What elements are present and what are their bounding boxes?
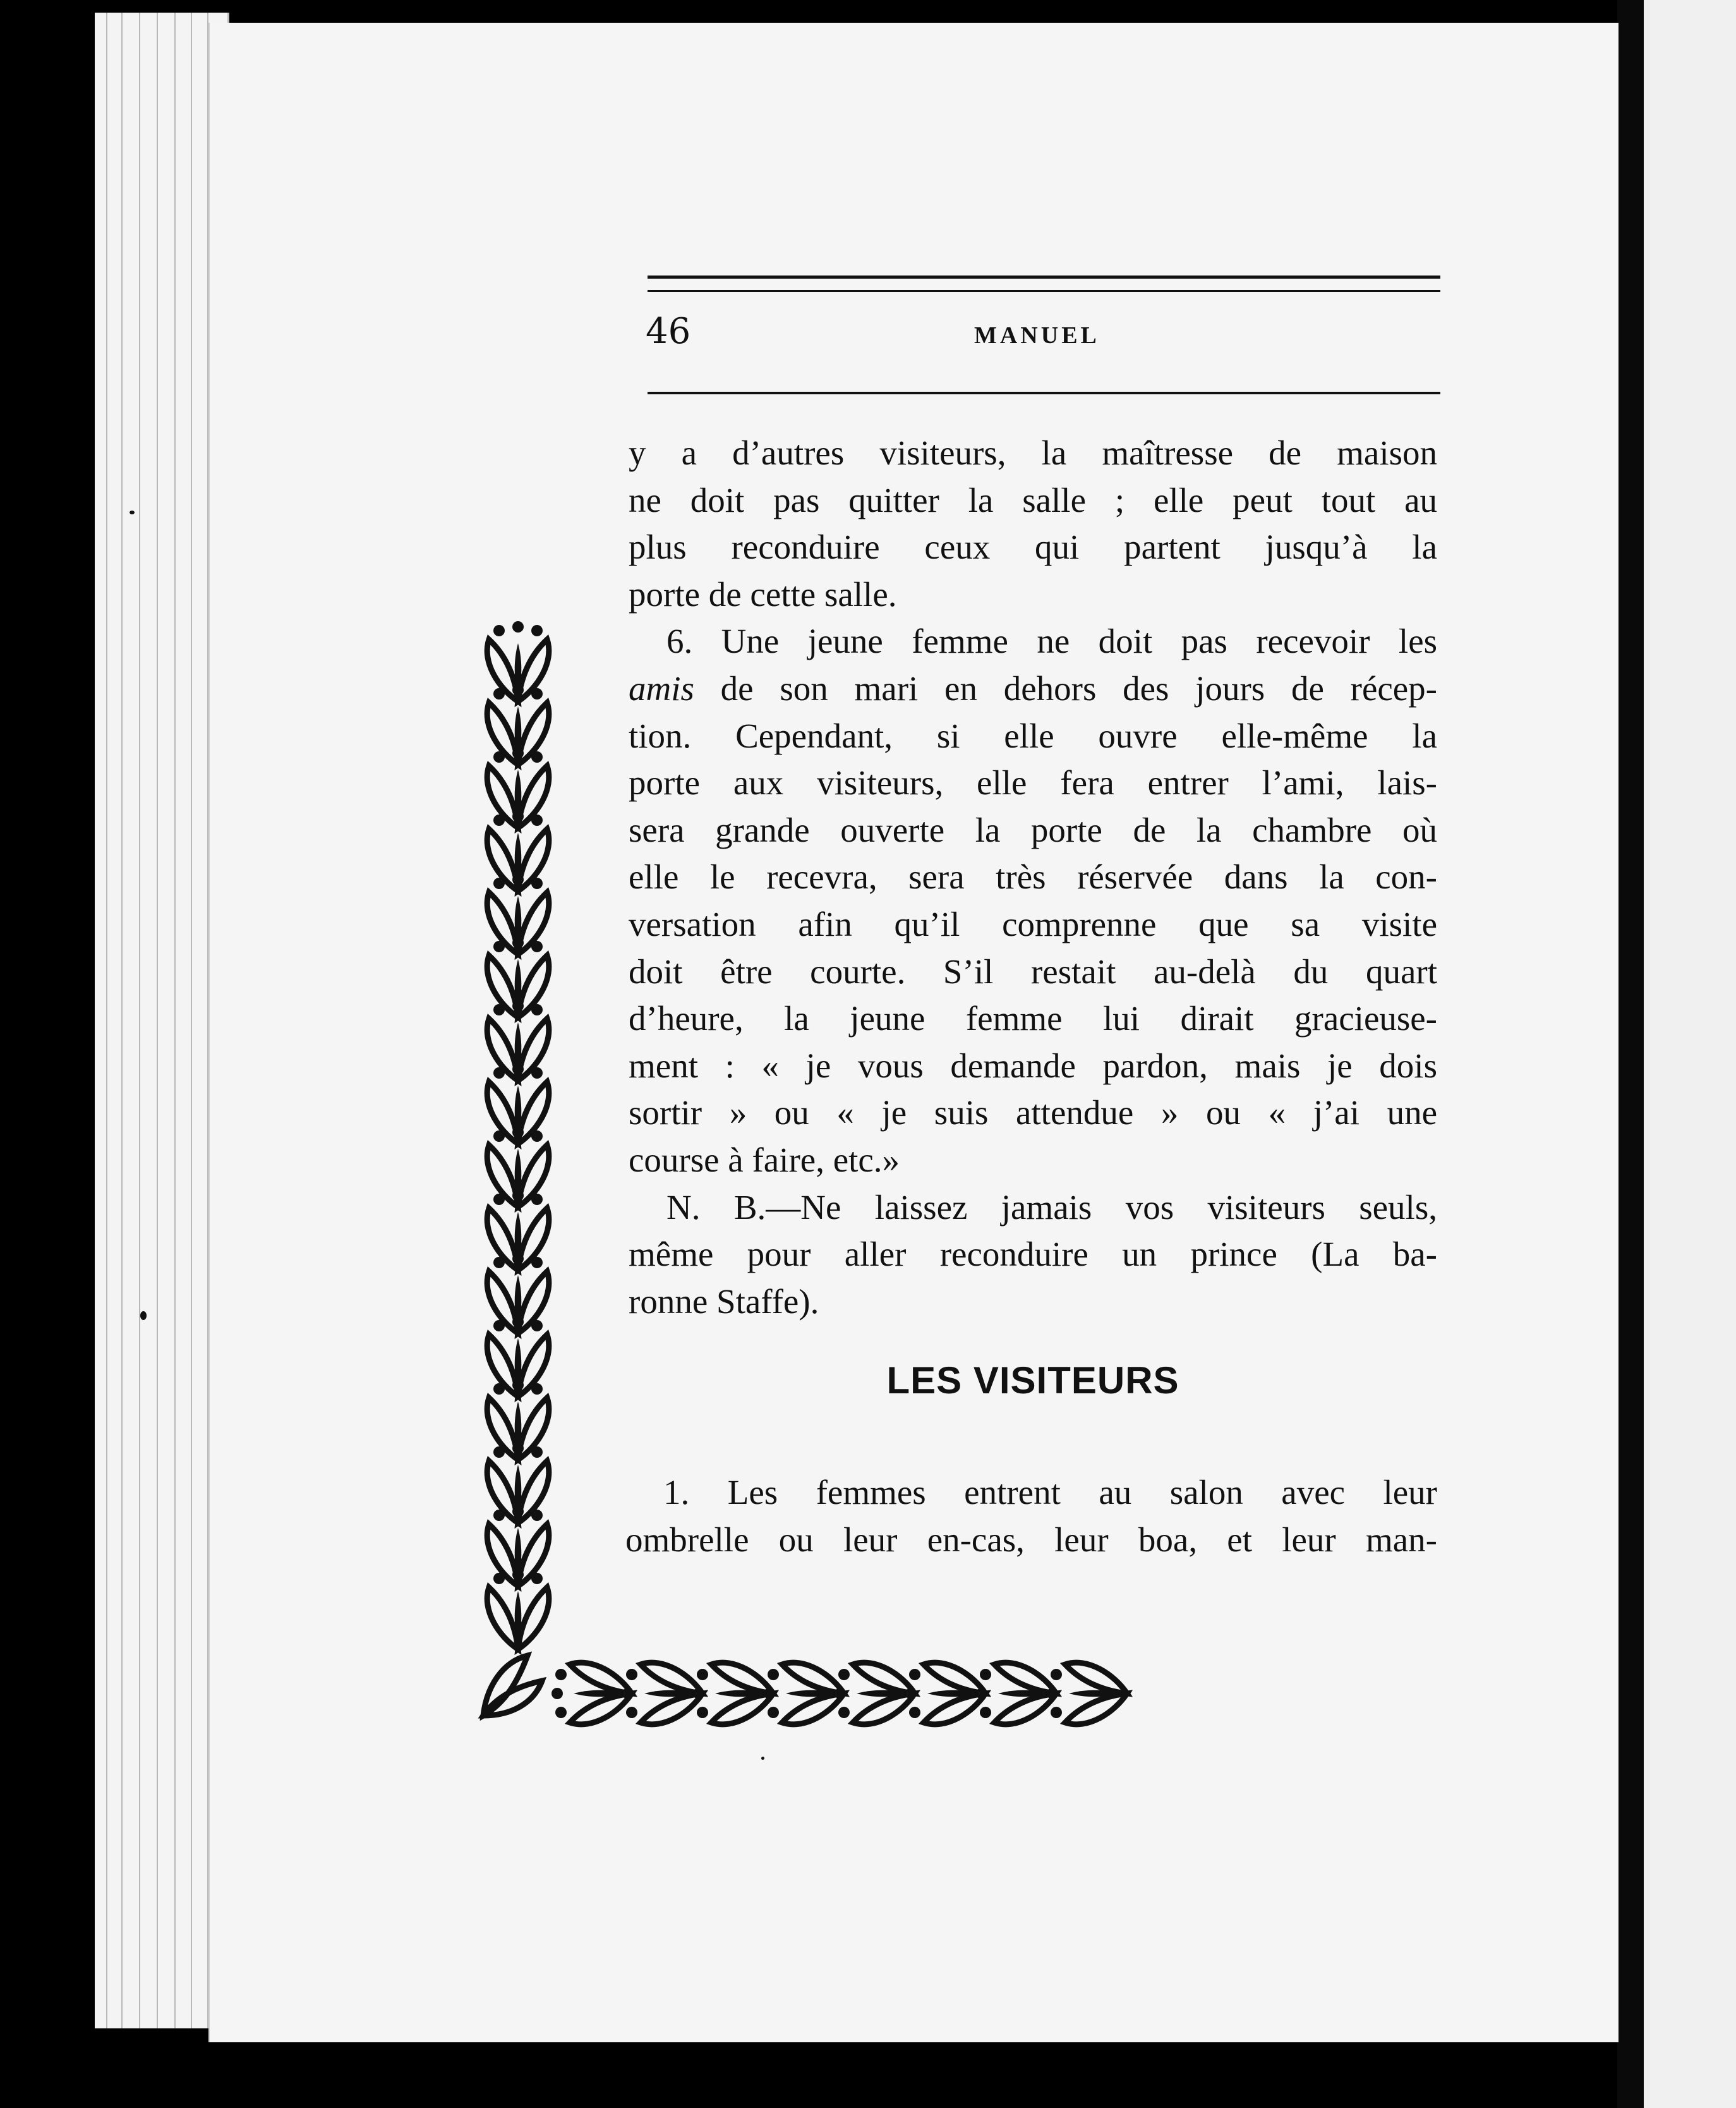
- text-line: sera grande ouverte la porte de la chambre où: [629, 810, 1437, 849]
- text-line: versation afin qu’il comprenne que sa visite: [629, 904, 1437, 943]
- page-number: 46: [646, 311, 691, 352]
- section-heading: LES VISITEURS: [886, 1359, 1179, 1402]
- text-line: ombrelle ou leur en-cas, leur boa, et leur man-: [625, 1520, 1437, 1559]
- facing-page-strip: [1644, 0, 1736, 2108]
- header-double-rule: [648, 276, 1440, 292]
- text-line: porte aux visiteurs, elle fera entrer l’ami, lais-: [629, 763, 1437, 803]
- text-line: ment : « je vous demande pardon, mais je dois: [629, 1046, 1437, 1085]
- italic-word: amis: [629, 669, 694, 708]
- text-line: course à faire, etc.»: [629, 1140, 900, 1179]
- speck: [140, 1311, 147, 1320]
- speck: [130, 511, 135, 514]
- header-single-rule: [648, 392, 1440, 394]
- text-line: ne doit pas quitter la salle ; elle peut tout au: [629, 480, 1437, 519]
- running-title: MANUEL: [974, 322, 1100, 349]
- laurel-border-ornament: [467, 619, 1137, 1757]
- speck: [761, 1757, 764, 1760]
- text-line: 1. Les femmes entrent au salon avec leur: [663, 1473, 1437, 1511]
- page-edge-line: [191, 13, 192, 2028]
- page-edge-line: [174, 13, 176, 2028]
- vertical-laurel-column: [487, 621, 549, 1649]
- corner-leaf: [483, 1656, 542, 1716]
- paragraph-continued: [629, 430, 1437, 618]
- item-number: 6.: [666, 622, 693, 661]
- text-line: y a d’autres visiteurs, la maîtresse de maison: [629, 433, 1437, 472]
- page-edge-line: [106, 13, 107, 2028]
- text-line: d’heure, la jeune femme lui dirait gracieuse-: [629, 999, 1437, 1038]
- horizontal-laurel-row: [552, 1663, 1127, 1724]
- page-edge-line: [139, 13, 140, 2028]
- text-fragment: Une jeune femme ne doit pas recevoir les: [721, 622, 1438, 661]
- text-line: doit être courte. S’il restait au-delà du quart: [629, 952, 1437, 991]
- laurel-leaf-pair: [552, 1663, 632, 1724]
- text-line: sortir » ou « je suis attendue » ou « j’ai une: [629, 1093, 1437, 1132]
- text-line: porte de cette salle.: [629, 574, 897, 614]
- page-edge-line: [121, 13, 123, 2028]
- text-line: même pour aller reconduire un prince (La ba-: [629, 1235, 1437, 1274]
- text-line: plus reconduire ceux qui partent jusqu’à la: [629, 528, 1437, 567]
- text-line: elle le recevra, sera très réservée dans la con-: [629, 857, 1437, 897]
- page-edge-line: [157, 13, 158, 2028]
- text-line: tion. Cependant, si elle ouvre elle-même la: [629, 716, 1437, 755]
- text-line: N. B.—Ne laissez jamais vos visiteurs seuls,: [666, 1187, 1437, 1227]
- book-gutter: [1617, 0, 1644, 2108]
- running-head: [646, 310, 1443, 354]
- text-fragment: de son mari en dehors des jours de récep-: [720, 669, 1437, 708]
- text-line: ronne Staffe).: [629, 1281, 819, 1321]
